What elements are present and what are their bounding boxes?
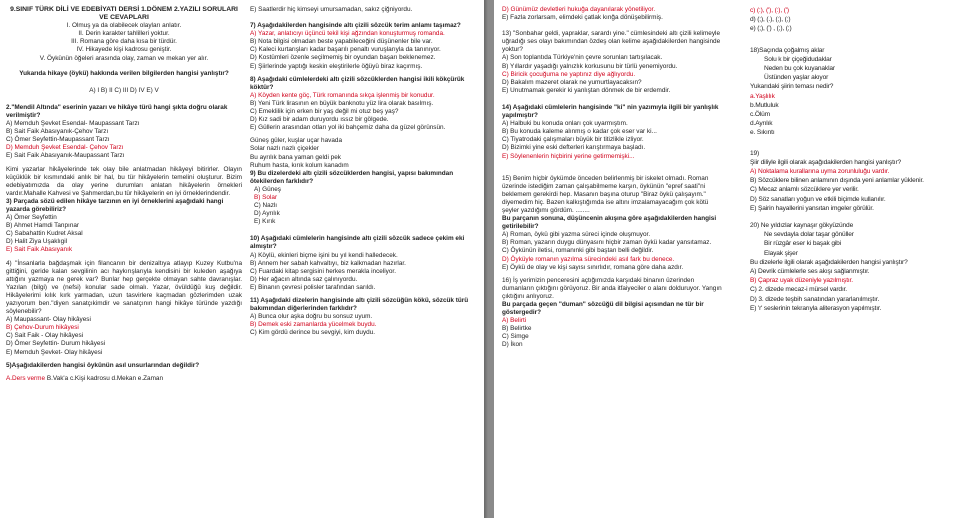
q2-question: 2."Mendil Altında" eserinin yazarı ve hikâye türü hangi şıkta doğru olarak verilmiştir?: [6, 103, 228, 119]
q3-option-a: A) Ömer Seyfettin: [6, 214, 57, 222]
q20-option-c: C) 2. dizede mecaz-i mürsel vardır.: [750, 286, 847, 294]
q14-option-e-answer: E) Söylenenlerin hiçbirini yerine getirmemişki...: [502, 152, 635, 160]
q3-option-b: B) Ahmet Hamdi Tanpınar: [6, 222, 80, 230]
page-divider-shadow: [484, 0, 488, 518]
q19-option-b: B) Sözcüklere bilinen anlamının dışında yeni anlamlar yüklenir.: [750, 177, 924, 185]
q15-question: Bu parçanın sonuna, düşüncenin akışına göre aşağıdakilerden hangisi getirilebilir?: [502, 215, 717, 231]
q20-poem-line-3: Elayak şişer: [764, 249, 798, 257]
q19-option-e: E) Şairin hayallerini yansıtan imgeler görülür.: [750, 204, 874, 212]
q18-option-e: e. Sıkıntı: [750, 129, 775, 137]
q15-option-b: B) Roman, yazarın duygu dünyasını hiçbir zaman öykü kadar yansıtamaz.: [502, 239, 712, 247]
q11-question: 11) Aşağıdaki dizelerin hangisinde altı çizili sözcüğün kökü, sözcük türü bakımından diğerlerinden farklıdır?: [250, 297, 469, 313]
q18-poem-line-3: Üstünden yaşlar akıyor: [764, 74, 829, 82]
q5-question: 5)Aşağıdakilerden hangisi öykünün asıl unsurlarından değildir?: [6, 361, 200, 369]
q4-option-b-answer: B) Çehov-Durum hikâyesi: [6, 324, 79, 332]
q3-paragraph: Kimi yazarlar hikâyelerinde tek olay bile anlatmadan hikâyeyi bitirirler. Olayın küçüklük bir kısmındaki anlık bir hal, bu tür hikâyelerin temelini oluşturur. Bizim edebiyatımızda da olay yerine durumları anlatan hikâyelerin örnekleri vardır.Mahalle Kahvesi ve Şahmerdan,bu tür hikâyelerin en iyi örneklerindendir.: [6, 165, 242, 197]
q20-option-e: E) 'r' seslerinin tekrarıyla aliterasyon yapılmıştır.: [750, 304, 882, 312]
q4-option-a: A) Maupassant- Olay hikâyesi: [6, 316, 91, 324]
q17-option-c: c) (:), ('), (:), ('): [750, 7, 789, 14]
q2-option-c: C) Ömer Seyfettin-Maupassant Tarzı: [6, 136, 110, 144]
q8-option-a-answer: A) Köyden kente göç, Türk romanında sıkça işlenmiş bir konudur.: [250, 91, 435, 99]
q20-option-d: D) 3. dizede teşbih sanatından yararlanılmıştır.: [750, 295, 880, 303]
q7-option-e: E) Şiirlerinde yaptığı keskin eleştirilerle öğüyü biraz kaçırmış.: [250, 62, 423, 70]
q18-option-c: c.Ölüm: [750, 111, 770, 119]
statement-4: IV. Hikayede kişi kadrosu geniştir.: [76, 46, 172, 54]
q13-option-e: E) Unutmamak gerekir ki yanlıştan dönmek de bir erdemdir.: [502, 86, 671, 94]
q16-option-a-answer: A) Belirti: [502, 317, 527, 325]
q10-question: 10) Aşağıdaki cümlelerin hangisinde altı çizili sözcük sadece çekim eki almıştır?: [250, 235, 465, 251]
q7-option-a-answer: A) Yazar, anlatıcıyı üçüncü tekil kişi ağzından konuşturmuş romanda.: [250, 30, 445, 38]
poem-line-1: Güneş güler, kuşlar uçar havada: [250, 137, 343, 145]
q12-option-e: E) Fazla zorlarsam, elimdeki çatlak kınğa dönüşebilirmiş.: [502, 14, 663, 22]
q19-option-c: C) Mecaz anlamlı sözcüklere yer verilir.: [750, 186, 859, 194]
q7-question: 7) Aşağıdakilerden hangisinde altı çizili sözcük terim anlamı taşımaz?: [250, 22, 461, 30]
statement-5: V. Öykünün öğeleri arasında olay, zaman ve mekan yer alır.: [39, 54, 209, 62]
q8-option-d: D) Kız sadi bir adam duruyordu ıssız bir gölgede.: [250, 116, 389, 124]
q19-question: Şiir diliyle ilgili olarak aşağıdakilerden hangisi yanlıştır?: [750, 158, 902, 166]
q13-option-c-answer: C) Biricik çocuğuma ne yaptınız diye ağlıyordu.: [502, 70, 636, 78]
q3-option-e-answer: E) Sait Faik Abasıyanık: [6, 246, 73, 254]
column-2: [250, 6, 476, 337]
q15-option-a: A) Roman, öykü gibi yazma süreci içinde oluşmuyor.: [502, 231, 651, 239]
statement-1: I. Olmuş ya da olabilecek olayları anlatır.: [66, 22, 182, 30]
q3-option-d: D) Halit Ziya Uşaklıgil: [6, 238, 68, 246]
q9-option-b-answer: B) Solar: [254, 193, 278, 201]
q2-option-d-answer: D) Memduh Şevket Esendal- Çehov Tarzı: [6, 144, 124, 152]
q19-number: 19): [750, 149, 760, 157]
q7-option-b: B) Nota bilgisi olmadan beste yapabileceğini düşünenler bile var.: [250, 38, 433, 46]
q14-option-c: C) Tiyatrodaki çalışmaları büyük bir titizlikle izliyor.: [502, 136, 644, 144]
q18-option-b: b.Mutluluk: [750, 101, 779, 109]
q5-answer: A.Ders verme: [6, 374, 46, 382]
q17-option-d: d) (;), (.), (;), (;): [750, 16, 791, 24]
q15-option-c: C) Öykünün iletisi, romanınki gibi baştan belli değildir.: [502, 247, 654, 255]
q14-option-d: D) Bizimki yine eski defterleri karıştırmaya başladı.: [502, 144, 646, 152]
q5-options: [6, 375, 242, 383]
q13-option-b: B) Yıllardır yaşadığı yalnızlık korkusunu bir türlü yenemiyordu.: [502, 62, 678, 70]
statement-2: II. Derin karakter tahlilleri yoktur.: [78, 30, 170, 38]
poem-line-3: Bu ayrılık bana yaman geldi pek: [250, 153, 341, 161]
q18-question: Yukarıdaki şiirin teması nedir?: [750, 83, 834, 91]
q15-paragraph: 15) Benim hiçbir öykümde önceden belirlenmiş bir iskelet olmadı. Roman üzerinde istediğim zaman çalışabilmeme karşın, öykünün "epref saati"ni beklemem gerekirdi hep. Masanın başına oturup "Biraz öykü çalışayım." diyemedim hiç. Bazen kalkıştığımda ise altını imzalamayacağım çok kötü şeyler yazdığımı gördüm. ........: [502, 174, 709, 214]
q18-option-d: d.Ayrılık: [750, 120, 773, 128]
q5-other-options: B.Vak'a c.Kişi kadrosu d.Mekan e.Zaman: [45, 374, 164, 382]
column-1: [6, 6, 242, 383]
q20-poem-line-1: Ne sevdayla dolar taşar gönüller: [764, 231, 854, 239]
q14-option-a: A) Halbuki bu konuda onları çok uyarmıştım.: [502, 120, 628, 128]
q2-option-e: E) Sait Faik Abasıyanık-Maupassant Tarzı: [6, 152, 125, 160]
poem-line-2: Solar nazlı nazlı çiçekler: [250, 145, 319, 153]
q14-option-b: B) Bu konuda kalemе alınmış o kadar çok eser var ki...: [502, 128, 657, 136]
q16-question: Bu parçada geçen "duman" sözcüğü dil bilgisi açısından ne tür bir göstergedir?: [502, 301, 704, 317]
q18-poem-line-1: Solu k bir çiçeğidudaklar: [764, 55, 832, 63]
q20-option-b-answer: B) Çapraz uyak düzeniyle yazılmıştır.: [750, 277, 853, 285]
q18-poem-line-2: Neden bu çok kuyanaklar: [764, 65, 835, 73]
q10-option-d: D) Her ağacın altında saz çalınıyordu.: [250, 275, 358, 283]
q9-option-e: E) Kırık: [254, 218, 276, 226]
q16-paragraph: 16) İş yerimizin penceresini açtığımızda karşıdaki binanın üzerinden dumanların çıktığını görüyoruz. Bir anda itfaiyeciler o alanı dolduruyor. Yangın çıktığını anlıyoruz.: [502, 276, 722, 300]
q17-option-e: e) (;), (') , (;), (;): [750, 25, 792, 33]
q9-option-c: C) Nazlı: [254, 202, 278, 210]
q13-question: 13) "Sonbahar geldi, yapraklar, sarardı yine." cümlesindeki altı çizili kelimeyle uğradığı ses olayı bakımından özdeş olan kelime aşağıdakilerden hangisinde yoktur?: [502, 30, 721, 54]
q8-option-e: E) Güllerin arasından otları yol iki bahçemiz daha da güzel görünsün.: [250, 124, 446, 132]
q6-option-e: E) Saatlerdir hiç kimseyi umursamadan, sakız çiğniyordu.: [250, 6, 413, 13]
q16-option-b: B) Belirtke: [502, 325, 532, 333]
q11-option-a: A) Bunca olur aşka doğru bu sonsuz uyum.: [250, 313, 373, 321]
q7-option-c: C) Kaleci kurtarışları kadar başarılı penaltı vuruşlarıyla da tanınıyor.: [250, 46, 441, 54]
q10-option-e: E) Binanın çevresi polisler tarafından sarıldı.: [250, 283, 376, 291]
q18-option-a-answer: a.Yaşlılık: [750, 92, 775, 100]
q3-option-c: C) Sabahattin Kudret Aksal: [6, 230, 83, 238]
document-page-right: [494, 0, 966, 518]
q9-option-d: D) Ayrılık: [254, 210, 280, 218]
q4-option-c: C) Sait Faik - Olay hikâyesi: [6, 332, 84, 340]
q4-option-e: E) Memduh Şevket- Olay hikâyesi: [6, 348, 103, 356]
q1-options: A) I B) II C) III D) IV E) V: [89, 86, 159, 94]
q8-question: 8) Aşağıdaki cümlelerdeki altı çizili sözcüklerden hangisi ikili kökçürük köktür?: [250, 75, 465, 91]
q1-question: Yukarıda hikaye (öykü) hakkında verilen bilgilerden hangisi yanlıştır?: [19, 69, 229, 77]
q16-option-d: D) İkon: [502, 341, 523, 349]
q14-question: 14) Aşağıdaki cümlelerin hangisinde "ki" nin yazımıyla ilgili bir yanlışlık yapılmıştır?: [502, 103, 719, 120]
q13-option-d: D) Bakalım mazeret olarak ne yumurtlayacaksın?: [502, 78, 642, 86]
q8-option-c: C) Emeklilik için erken bir yaş değil mi otuz beş yaş?: [250, 108, 399, 116]
q20-question: Bu dizelerle ilgili olarak aşağıdakilerden hangisi yanlıştır?: [750, 258, 908, 266]
exam-title: 9.SINIF TÜRK DİLİ VE EDEBİYATI DERSİ 1.DÖNEM 2.YAZILI SORULARI VE CEVAPLARI: [10, 6, 238, 22]
column-3: [502, 6, 724, 350]
q20-poem-line-2: Bir rüzgâr eser ki başak gibi: [764, 240, 842, 248]
q10-option-a: A) Köylü, ekinleri biçme işini bu yıl kendi halledecek.: [250, 251, 398, 259]
q20-intro: 20) Ne yıldızlar kaynaşır gökyüzünde: [750, 222, 854, 230]
q4-option-d: D) Ömer Seyfettin- Durum hikâyesi: [6, 340, 106, 348]
q4-paragraph: 4) "İnsanlarla bağdaşmak için filancanın bir denizaltıya atlayıp Kuzey Kutbu'na gittiğini, geride kalan sevgilinin acı haykırışlarıyla kendisini bir kuleden aşağıya attığını yazmaya ne gerek var? Bunlar hep gerçekte olmayan sahte davranışlar. Yazılan (bilgi) ve (nefsi) konular sade olmalı. Yazar, övüldüğü kuş değildir. Hikâyelerimi kılık kırk yarmadan, uzun tasvirlere kaçmadan gözlerimden uzak yazıyorum ben."diyen sanatçıkimdir ve sanatçının hangi hikâye türünde yazdığı söylenebilir?: [6, 259, 242, 316]
statement-3: III. Romana göre daha kısa bir türdür.: [71, 38, 177, 46]
q15-option-e: E) Öykü de olay ve kişi sayısı sınırlıdır, romana göre daha azdır.: [502, 263, 684, 271]
q16-option-c: C) Simge: [502, 333, 529, 341]
q9-option-a: A) Güneş: [254, 185, 281, 193]
q20-option-a: A) Devrik cümlelerle ses akışı sağlanmıştır.: [750, 268, 870, 276]
q10-option-b: B) Annem her sabah kahvaltıyı, biz kalkmadan hazırlar.: [250, 259, 406, 267]
q7-option-d: D) Kostümleri özenle seçilmemiş bir oyundan başarı beklenemez.: [250, 54, 436, 62]
q15-option-d-answer: D) Öyküyle romanın yazılma sürecindeki asıl fark bu denece.: [502, 255, 675, 263]
poem-line-4: Ruhum hasta, kırık kolum kanadım: [250, 161, 349, 169]
column-4: [750, 6, 960, 313]
q9-question: 9) Bu dizelerdeki altı çizili sözcüklerden hangisi, yapısı bakımından ötekilerden farklıdır?: [250, 169, 454, 185]
q13-option-a: A) Son toplantıda Türkiye'nin çevre sorunları tartışılacak.: [502, 54, 663, 62]
q18-intro: 18)Saçında çoğalmış aklar: [750, 46, 825, 54]
q11-option-b-answer: B) Demek eski zamanlarda yücelmek buydu.: [250, 321, 377, 329]
q11-option-c: C) Kim gördü derince bu sevgiyi, kim duydu.: [250, 329, 376, 337]
q3-question: 3) Parçada sözü edilen hikâye tarzının en iyi örneklerini aşağıdaki hangi yazarda görebiliriz?: [6, 197, 224, 213]
q19-option-a-answer: A) Noktalama kurallarına uyma zorunluluğu vardır.: [750, 168, 890, 176]
q8-option-b: B) Yeni Türk lirasının en büyük banknotu yüz lira olarak basılmış.: [250, 99, 434, 107]
q2-option-b: B) Sait Faik Abasıyanık-Çehov Tarzı: [6, 128, 109, 136]
q19-option-d: D) Söz sanatları yoğun ve etkili biçimde kullanılır.: [750, 195, 886, 203]
q2-option-a: A) Memduh Şevket Esendal- Maupassant Tarzı: [6, 120, 140, 128]
q12-option-d-answer: D) Günümüz devletleri hukuğa dayanılarak yönetiliyor.: [502, 6, 656, 13]
q10-option-c: C) Fuardaki kitap sergisini herkes merakla inceliyor.: [250, 267, 396, 275]
